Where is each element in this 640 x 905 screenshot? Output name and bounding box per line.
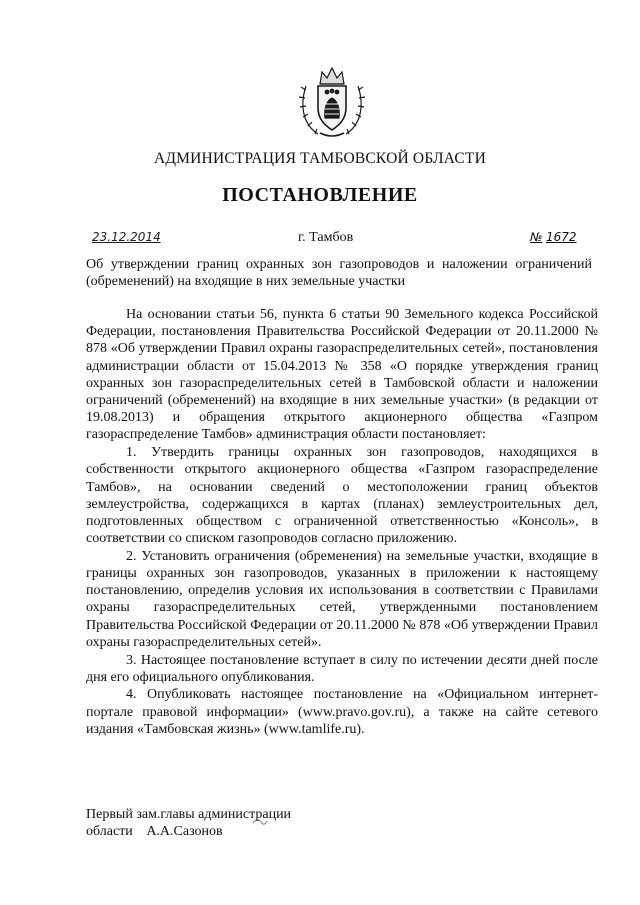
signatory-name: А.А.Сазонов — [146, 824, 223, 839]
signatory-position-region: области — [86, 824, 133, 839]
number-value: 1672 — [545, 230, 577, 244]
document-type-title: ПОСТАНОВЛЕНИЕ — [222, 184, 418, 206]
number-prefix: № — [530, 230, 543, 244]
preamble-paragraph: На основании статьи 56, пункта 6 статьи 90 Земельного кодекса Российской Федерации, постановления Правительства Российской Федерации от 20.11.2000 № 878 «Об утверждении Правил охраны газораспределительных сетей», постановления администрации области от 15.04.2013 № 358 «О порядке утверждения границ охранных зон газораспределительных сетей в Тамбовской области и наложении ограничений (обременений) на входящие в них земельные участки» (в редакции от 19.08.2013) и обращения открытого акционерного общества «Газпром газораспределение Тамбов» администрация области постановляет: — [86, 307, 598, 443]
item-paragraph: 3. Настоящее постановление вступает в силу по истечении десяти дней после дня его официального опубликования. — [86, 652, 598, 685]
document-city: г. Тамбов — [298, 230, 354, 245]
item-paragraph: 2. Установить ограничения (обременения) на земельные участки, входящие в границы охранных зон газопроводов, указанных в приложении к настоящему постановлению, определив условия их использования в соответствии с Правилами охраны газораспределительных сетей, утвержденными постановлением Правительства Российской Федерации от 20.11.2000 № 878 «Об утверждении Правил охраны газораспределительных сетей». — [86, 548, 598, 650]
signatory-position: Первый зам.главы администрации — [86, 807, 292, 822]
organization-title: АДМИНИСТРАЦИЯ ТАМБОВСКОЙ ОБЛАСТИ — [154, 150, 486, 167]
item-paragraph: 1. Утвердить границы охранных зон газопроводов, находящихся в собственности открытого акционерного общества «Газпром газораспределение Тамбов», на основании сведений о местоположении границ объектов землеустройства, содержащихся в картах (планах) землеустроительных дел, подготовленных обществом с ограниченной ответственностью «Консоль», в соответствии со списком газопроводов согласно приложению. — [86, 445, 598, 547]
signature-stroke-icon — [252, 818, 268, 826]
coat-of-arms-icon — [296, 64, 368, 140]
document-number — [530, 230, 577, 246]
document-subject: Об утверждении границ охранных зон газопроводов и наложении ограничений (обременений) на входящие в них земельные участки — [86, 257, 592, 289]
document-body — [86, 306, 598, 738]
document-date: 23.12.2014 — [92, 230, 161, 244]
item-paragraph: 4. Опубликовать настоящее постановление на «Официальном интернет-портале правовой информации» (www.pravo.gov.ru), а также на сайте сетевого издания «Тамбовская жизнь» (www.tamlife.ru). — [86, 687, 598, 737]
